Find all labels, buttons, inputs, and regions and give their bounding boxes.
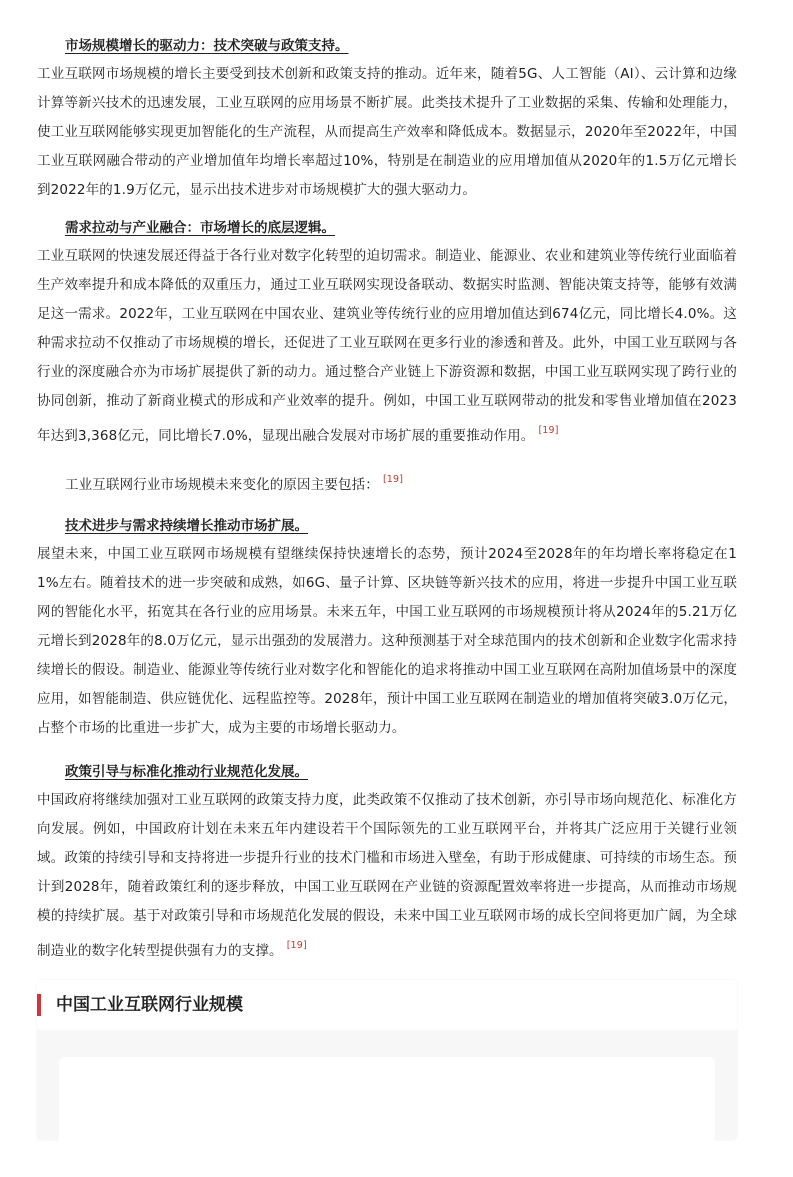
section-body <box>37 60 737 205</box>
chart-card <box>37 980 737 1140</box>
section-heading: 市场规模增长的驱动力：技术突破与政策支持。 <box>65 38 349 54</box>
citation-link[interactable]: [19] <box>286 940 307 951</box>
citation-link[interactable]: [19] <box>382 474 404 485</box>
section-policy-standard <box>37 762 737 966</box>
intro-line <box>37 465 737 500</box>
card-inner-panel <box>59 1057 715 1177</box>
section-body <box>37 242 737 451</box>
intro-text: 工业互联网行业市场规模未来变化的原因主要包括： <box>65 477 379 493</box>
body-text: 工业互联网的快速发展还得益于各行业对数字化转型的迫切需求。制造业、能源业、农业和建筑业等传统行业面临着生产效率提升和成本降低的双重压力，通过工业互联网实现设备联动、数据实时监测、智能决策支持等，能够有效满足这一需求。2022年，工业互联网在中国农业、建筑业等传统行业的应用增加值达到674亿元，同比增长4.0%。这种需求拉动不仅推动了市场规模的增长，还促进了工业互联网在更多行业的渗透和普及。此外，中国工业互联网与各行业的深度融合亦为市场扩展提供了新的动力。通过整合产业链上下游资源和数据，中国工业互联网实现了跨行业的协同创新，推动了新商业模式的形成和产业效率的提升。例如，中国工业互联网带动的批发和零售业增加值在2023年达到3,368亿元，同比增长7.0%，显现出融合发展对市场扩展的重要推动作用。 <box>37 248 737 444</box>
body-text: 展望未来，中国工业互联网市场规模有望继续保持快速增长的态势，预计2024至2028年的年均增长率将稳定在11%左右。随着技术的进一步突破和成熟，如6G、量子计算、区块链等新兴技术的应用，将进一步提升中国工业互联网的智能化水平，拓宽其在各行业的应用场景。未来五年，中国工业互联网的市场规模预计将从2024年的5.21万亿元增长到2028年的8.0万亿元，显示出强劲的发展潜力。这种预测基于对全球范围内的技术创新和企业数字化需求持续增长的假设。制造业、能源业等传统行业对数字化和智能化的追求将推动中国工业互联网在高附加值场景中的深度应用，如智能制造、供应链优化、远程监控等。2028年，预计中国工业互联网在制造业的增加值将突破3.0万亿元，占整个市场的比重进一步扩大，成为主要的市场增长驱动力。 <box>37 546 737 736</box>
section-body <box>37 786 737 966</box>
section-demand-integration <box>37 218 737 451</box>
section-heading: 政策引导与标准化推动行业规范化发展。 <box>65 764 308 780</box>
article-content <box>37 36 737 980</box>
intro-line-block <box>37 465 737 500</box>
section-tech-demand-growth <box>37 516 737 743</box>
body-text: 中国政府将继续加强对工业互联网的政策支持力度，此类政策不仅推动了技术创新，亦引导市场向规范化、标准化方向发展。例如，中国政府计划在未来五年内建设若干个国际领先的工业互联网平台，并将其广泛应用于关键行业领域。政策的持续引导和支持将进一步提升行业的技术门槛和市场进入壁垒，有助于形成健康、可持续的市场生态。预计到2028年，随着政策红利的逐步释放，中国工业互联网在产业链的资源配置效率将进一步提高，从而推动市场规模的持续扩展。基于对政策引导和市场规范化发展的假设，未来中国工业互联网市场的成长空间将更加广阔，为全球制造业的数字化转型提供强有力的支撑。 <box>37 792 737 959</box>
card-title: 中国工业互联网行业规模 <box>37 994 243 1016</box>
section-heading: 技术进步与需求持续增长推动市场扩展。 <box>65 518 308 534</box>
section-heading: 需求拉动与产业融合：市场增长的底层逻辑。 <box>65 220 335 236</box>
body-text: 工业互联网市场规模的增长主要受到技术创新和政策支持的推动。近年来，随着5G、人工智能（AI）、云计算和边缘计算等新兴技术的迅速发展，工业互联网的应用场景不断扩展。此类技术提升了工业数据的采集、传输和处理能力，使工业互联网能够实现更加智能化的生产流程，从而提高生产效率和降低成本。数据显示，2020年至2022年，中国工业互联网融合带动的产业增加值年均增长率超过10%，特别是在制造业的应用增加值从2020年的1.5万亿元增长到2022年的1.9万亿元，显示出技术进步对市场规模扩大的强大驱动力。 <box>37 66 737 198</box>
section-body <box>37 540 737 743</box>
citation-link[interactable]: [19] <box>538 425 559 436</box>
section-tech-policy <box>37 36 737 205</box>
